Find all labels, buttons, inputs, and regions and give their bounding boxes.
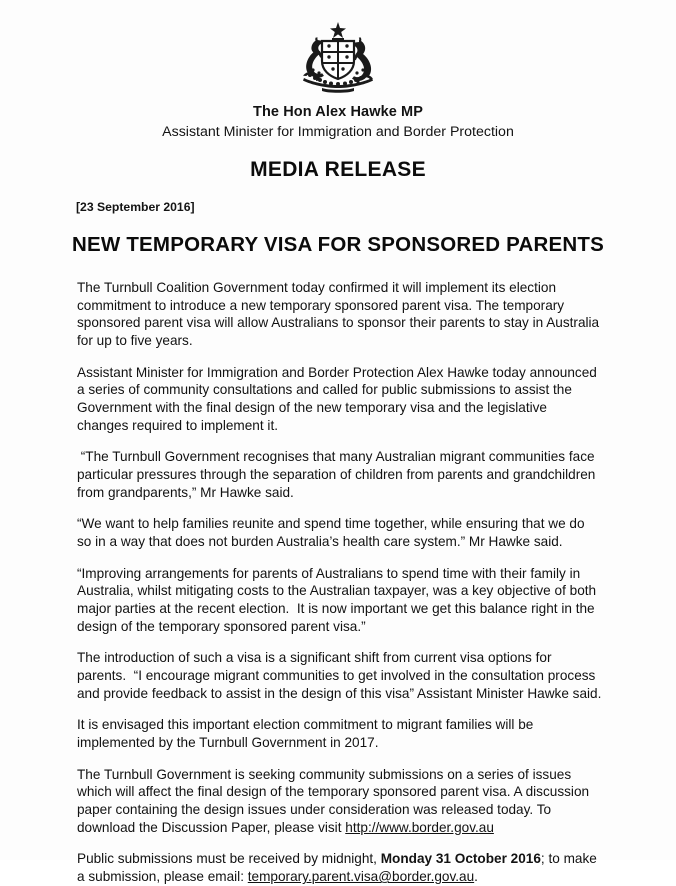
deadline-date: Monday 31 October 2016 — [380, 851, 541, 867]
minister-role: Assistant Minister for Immigration and Border Protection — [162, 124, 514, 140]
deadline-text-end: . — [474, 869, 478, 885]
paragraph-5-quote: “Improving arrangements for parents of Australians to spend time with their family in Australia, whilst mitigating costs to the Australian taxpayer, was a key objective of both major parties at the recent election. It is now important we get this balance right in the design of the temporary sponsored parent visa.” — [77, 565, 600, 634]
paragraph-6-quote: The introduction of such a visa is a significant shift from current visa options for parents. “I encourage migrant communities to get involved in the consultation process and provide feedback to assist in the design of this visa” Assistant Minister Hawke said. — [77, 650, 602, 701]
paragraph-1: The Turnbull Coalition Government today confirmed it will implement its election commitment to introduce a new temporary sponsored parent visa. The temporary sponsored parent visa will allow Australians to sponsor their parents to stay in Australia for up to five years. — [77, 280, 603, 349]
paragraph-8-text: The Turnbull Government is seeking community submissions on a series of issues which will affect the final design of the temporary sponsored parent visa. A discussion paper containing the design issues under consideration was released today. To download the Discussion Paper, please visit — [77, 766, 593, 835]
document-type-heading: MEDIA RELEASE — [250, 158, 426, 181]
paragraph-9-deadline — [77, 850, 602, 885]
paragraph-7: It is envisaged this important election commitment to migrant families will be implemented by the Turnbull Government in 2017. — [77, 717, 538, 751]
crest-container — [0, 0, 676, 98]
australian-coat-of-arms-icon — [286, 20, 390, 98]
paragraph-3-quote: “The Turnbull Government recognises that many Australian migrant communities face particular pressures through the separation of children from parents and grandchildren from grandparents,” Mr Hawke said. — [77, 449, 600, 500]
release-date: [23 September 2016] — [76, 200, 195, 214]
border-gov-au-link[interactable]: http://www.border.gov.au — [345, 819, 494, 835]
paragraph-8-submissions — [77, 766, 602, 837]
minister-name: The Hon Alex Hawke MP — [253, 104, 423, 120]
submission-email-link[interactable]: temporary.parent.visa@border.gov.au — [247, 869, 475, 885]
page-title: NEW TEMPORARY VISA FOR SPONSORED PARENTS — [72, 233, 604, 256]
body-content — [77, 279, 602, 886]
deadline-text-after: ; to make a submission, please email: — [77, 851, 601, 885]
paragraph-4-quote: “We want to help families reunite and spend time together, while ensuring that we do so in a way that does not burden Australia’s health care system.” Mr Hawke said. — [77, 516, 589, 550]
paragraph-2: Assistant Minister for Immigration and Border Protection Alex Hawke today announced a series of community consultations and called for public submissions to assist the Government with the final design of the new temporary visa and the legislative changes required to implement it. — [77, 364, 601, 433]
deadline-text-before: Public submissions must be received by midnight, — [77, 851, 381, 867]
